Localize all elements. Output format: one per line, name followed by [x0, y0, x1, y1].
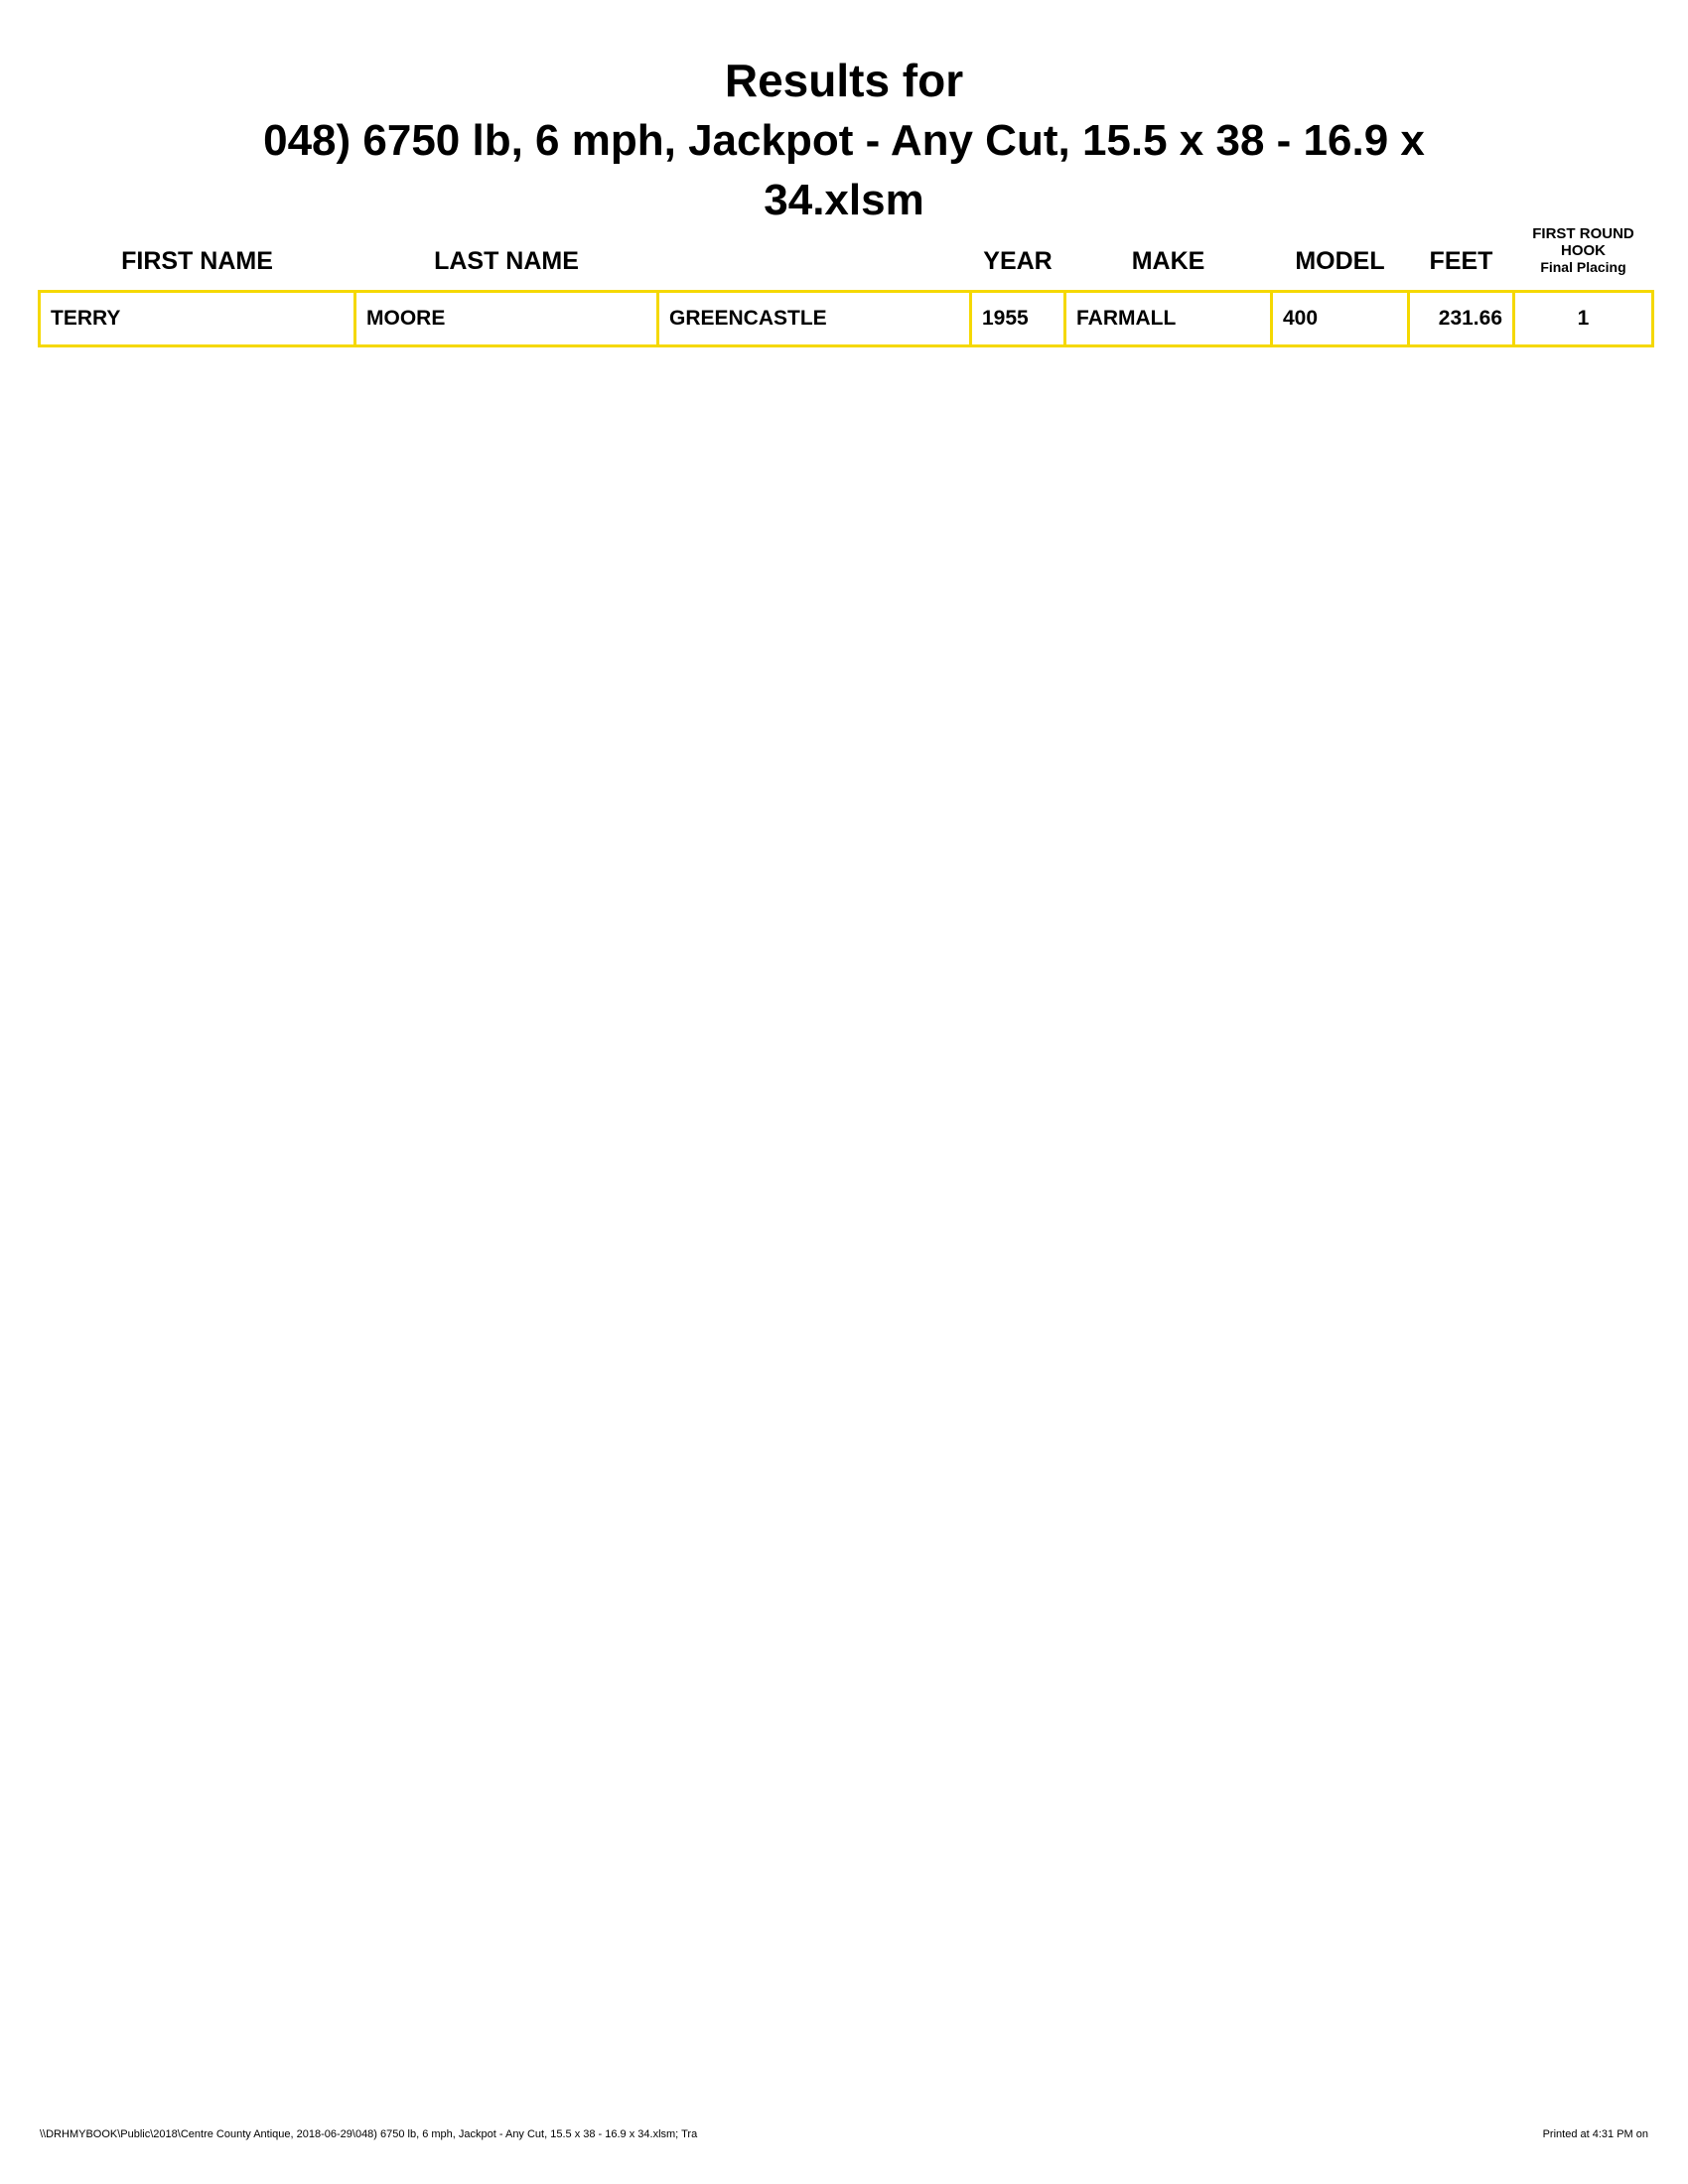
column-header-placing-line-1: FIRST ROUND [1532, 225, 1634, 242]
page-title [0, 52, 1688, 228]
table-header-row [40, 205, 1653, 292]
cell-final-placing: 1 [1514, 292, 1653, 346]
cell-model: 400 [1272, 292, 1409, 346]
cell-feet: 231.66 [1409, 292, 1514, 346]
footer-printed-timestamp: Printed at 4:31 PM on [1542, 2128, 1648, 2140]
footer-file-path: \\DRHMYBOOK\Public\2018\Centre County Antique, 2018-06-29\048) 6750 lb, 6 mph, Jackpot - Any Cut, 15.5 x 38 - 16.9 x 34.xlsm; Tra [40, 2128, 698, 2140]
column-header-feet [1409, 205, 1514, 292]
column-header-year: YEAR [983, 247, 1053, 275]
cell-city: GREENCASTLE [658, 292, 971, 346]
title-line-3: 34.xlsm [764, 176, 924, 224]
title-line-1: Results for [724, 55, 964, 106]
cell-last-name: MOORE [355, 292, 658, 346]
results-table [38, 205, 1654, 347]
title-line-2: 048) 6750 lb, 6 mph, Jackpot - Any Cut, 15.5 x 38 - 16.9 x [263, 116, 1425, 165]
column-header-last-name: LAST NAME [434, 247, 579, 275]
column-header-first-name: FIRST NAME [121, 247, 273, 275]
column-header-make: MAKE [1131, 247, 1205, 275]
table-row [40, 292, 1653, 346]
cell-make: FARMALL [1065, 292, 1272, 346]
page-footer [0, 2128, 1688, 2148]
column-header-city [658, 205, 971, 292]
cell-first-name: TERRY [40, 292, 355, 346]
column-header-placing-line-2: HOOK [1561, 242, 1606, 259]
column-header-feet-label: FEET [1429, 247, 1493, 275]
cell-year: 1955 [971, 292, 1065, 346]
column-header-model: MODEL [1295, 247, 1385, 275]
column-header-final-placing [1514, 205, 1653, 292]
column-header-placing-line-3: Final Placing [1540, 259, 1626, 275]
